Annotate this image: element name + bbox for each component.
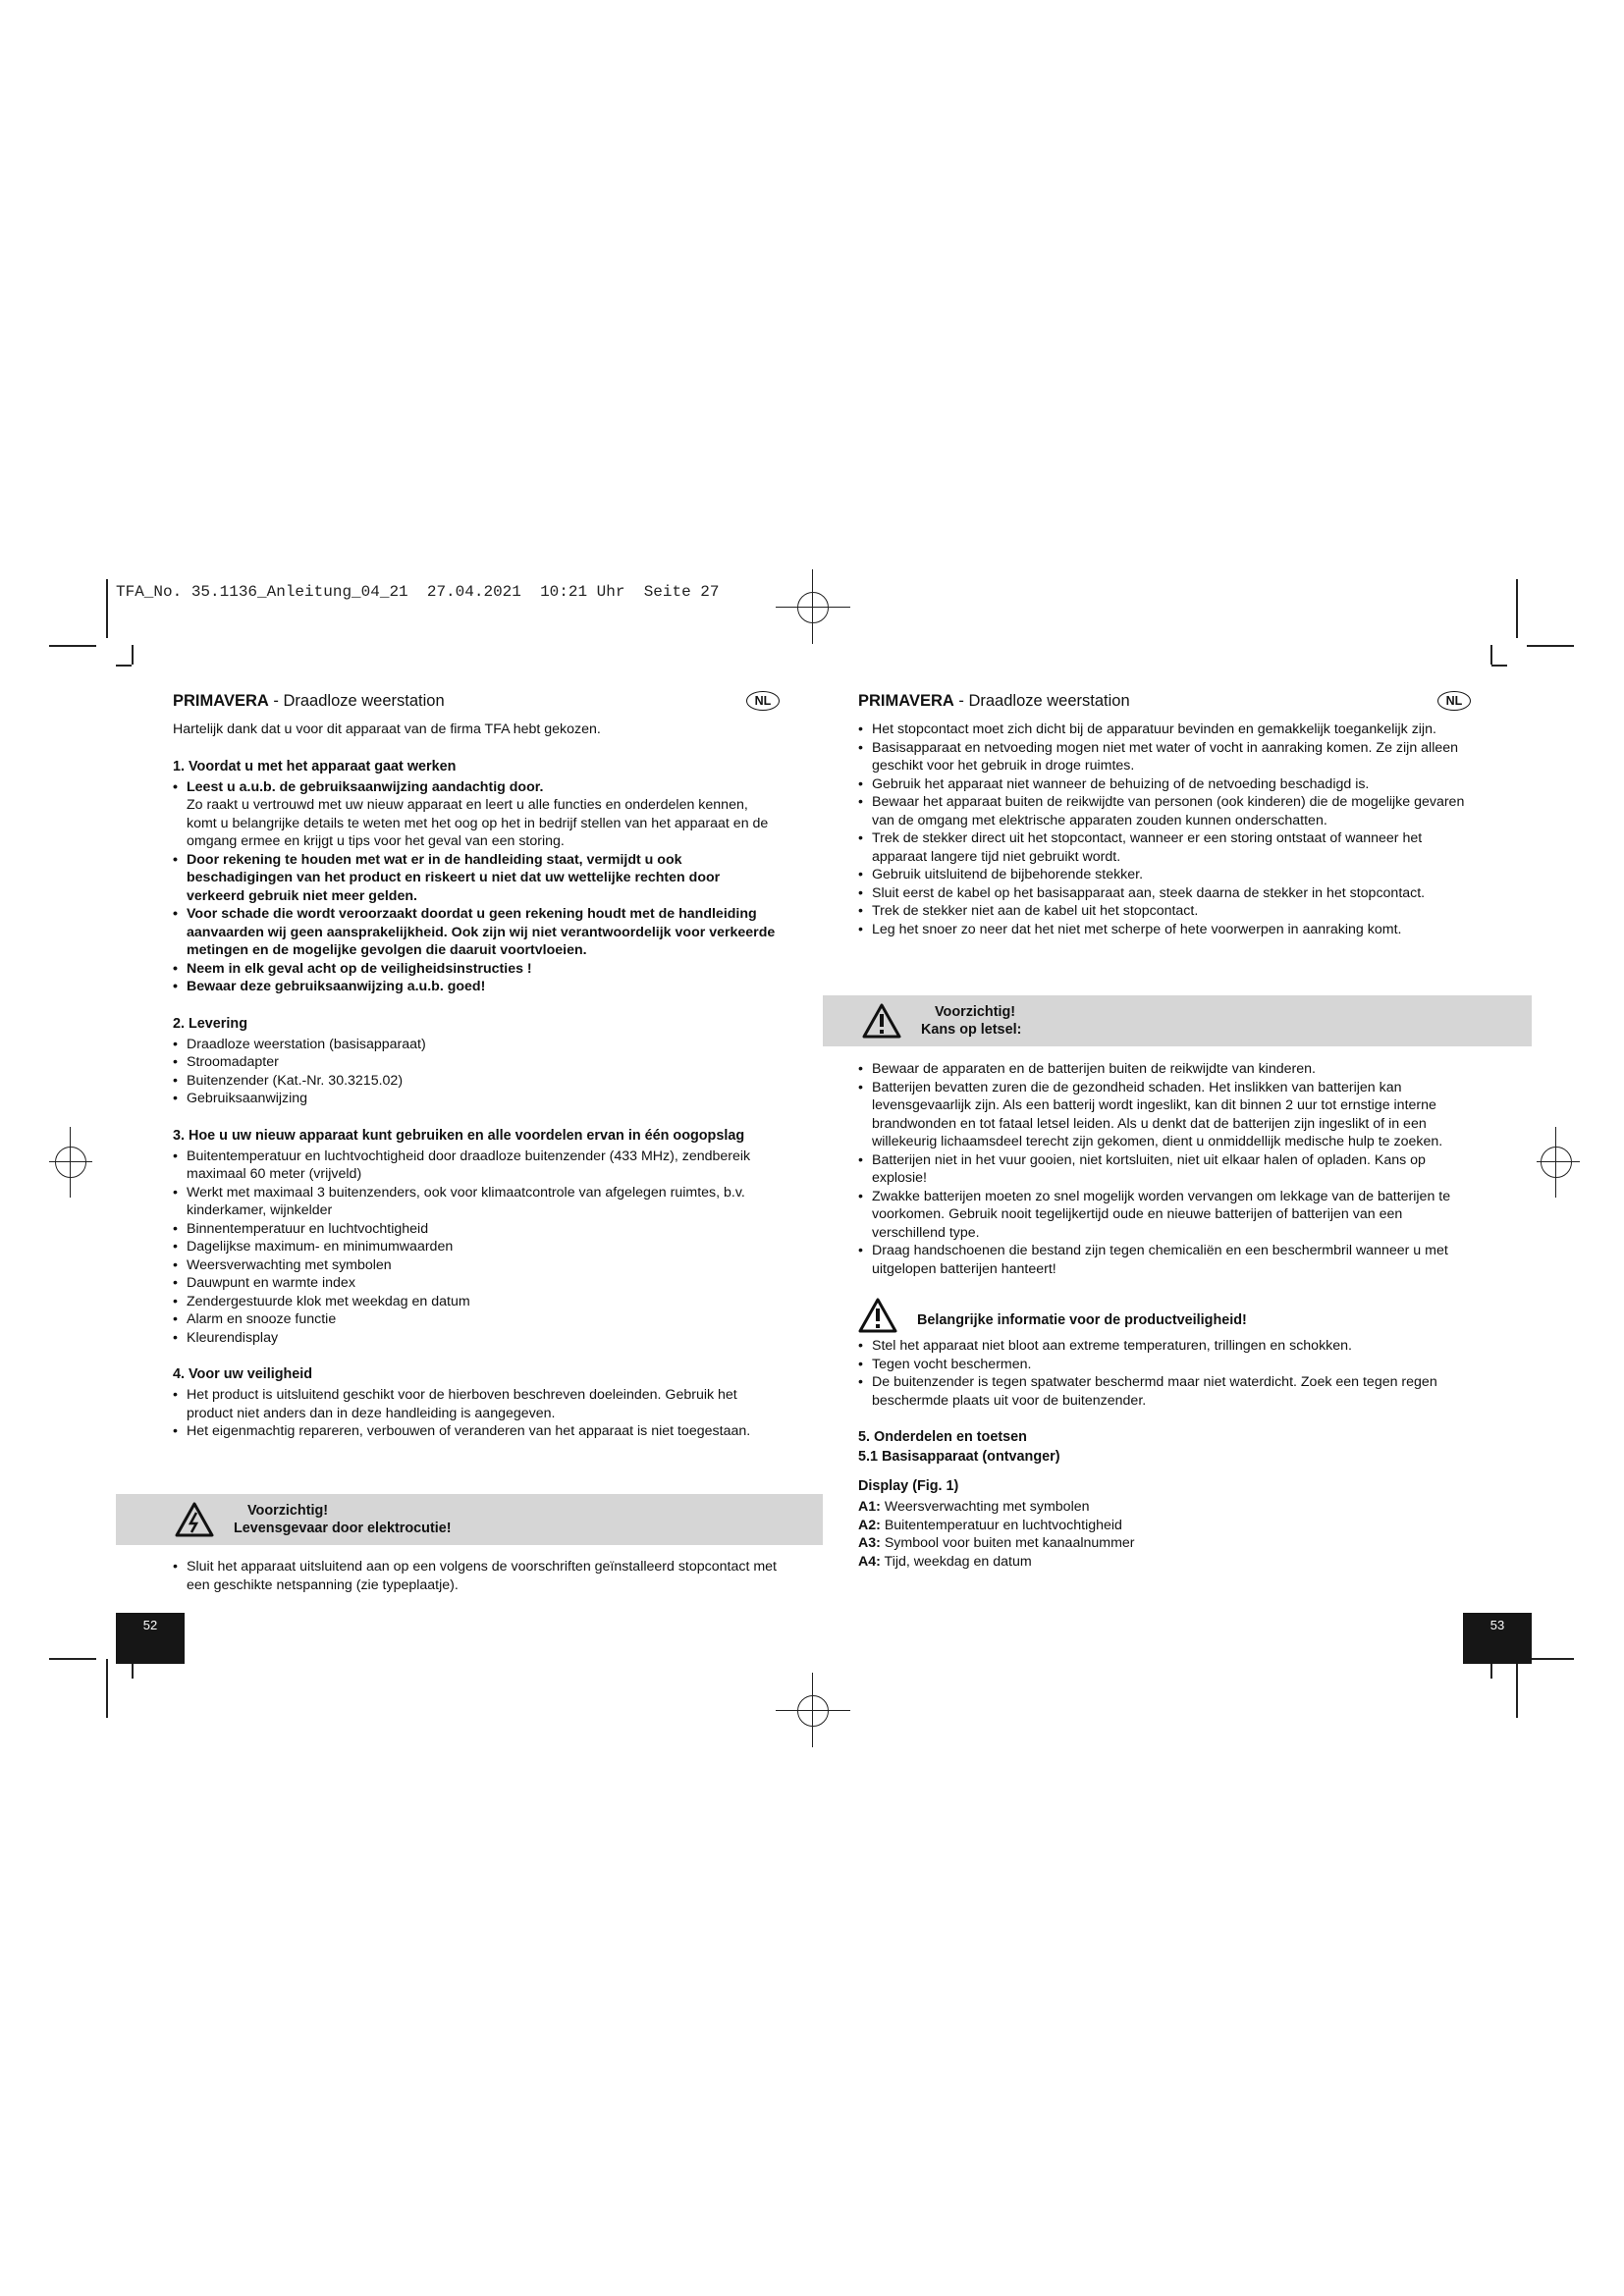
list-item: • Draadloze weerstation (basisapparaat) [173,1036,780,1054]
warning-box [116,1494,823,1545]
warning-title: Voorzichtig! [935,1004,1016,1020]
list-item: • Weersverwachting met symbolen [173,1256,780,1275]
section-list [173,1148,780,1348]
list-item: • Trek de stekker direct uit het stopcontact, wanneer er een storing ontstaat of wanneer het apparaat langere tijd niet gebruikt wordt. [858,829,1471,866]
list-item: • Voor schade die wordt veroorzaakt doordat u geen rekening houdt met de handleiding aanvaarden wij geen aansprakelijkheid. Ook zijn wij niet verantwoordelijk voor verkeerde metingen en de mogelijke gevolgen die daaruit voortvloeien. [173,905,780,960]
print-slug: TFA_No. 35.1136_Anleitung_04_21 27.04.2021 10:21 Uhr Seite 27 [116,583,720,601]
list-item: • Basisapparaat en netvoeding mogen niet met water of vocht in aanraking komen. Ze zijn alleen geschikt voor het gebruik in droge ruimtes. [858,739,1471,775]
list-item: • Sluit eerst de kabel op het basisapparaat aan, steek daarna de stekker in het stopcontact. [858,884,1471,903]
legend-item: A2: Buitentemperatuur en luchtvochtigheid [858,1517,1122,1533]
list-item: • Zendergestuurde klok met weekdag en datum [173,1293,780,1311]
right-lower-content [858,1060,1471,1571]
display-legend [858,1498,1471,1571]
list-item: • Het product is uitsluitend geschikt voor de hierboven beschreven doeleinden. Gebruik het product niet anders dan in deze handleiding is aangegeven. [173,1386,780,1422]
list-item: • Batterijen niet in het vuur gooien, niet kortsluiten, niet uit elkaar halen of opladen. Kans op explosie! [858,1151,1471,1188]
section-list [858,1060,1471,1278]
list-item: • Buitenzender (Kat.-Nr. 30.3215.02) [173,1072,780,1091]
list-item: • Werkt met maximaal 3 buitenzenders, ook voor klimaatcontrole van afgelegen ruimtes, b.v. kinderkamer, wijnkelder [173,1184,780,1220]
language-badge: NL [746,691,780,711]
subsection-heading: 5.1 Basisapparaat (ontvanger) [858,1449,1060,1465]
left-page [173,691,780,1461]
warning-title: Voorzichtig! [247,1503,329,1519]
section-heading: 4. Voor uw veiligheid [173,1366,313,1382]
list-item: • Binnentemperatuur en luchtvochtigheid [173,1220,780,1239]
list-item: • De buitenzender is tegen spatwater beschermd maar niet waterdicht. Zoek een tegen regen beschermde plaats uit voor de buitenzender. [858,1373,1471,1410]
list-item: • Het eigenmachtig repareren, verbouwen of veranderen van het apparaat is niet toegestaan. [173,1422,780,1441]
electric-hazard-icon [175,1502,214,1537]
list-item: • Dauwpunt en warmte index [173,1274,780,1293]
list-item: • Stel het apparaat niet bloot aan extreme temperaturen, trillingen en schokken. [858,1337,1471,1356]
section-heading: 5. Onderdelen en toetsen [858,1429,1027,1445]
legend-item: A1: Weersverwachting met symbolen [858,1499,1090,1515]
list-item: • Batterijen bevatten zuren die de gezondheid schaden. Het inslikken van batterijen kan levensgevaarlijk zijn. Als een batterij wordt ingeslikt, kan dit binnen 2 uur tot ernstige interne brandwonden en tot fataal letsel leiden. Als u denkt dat de batterijen zijn ingeslikt of in een willekeurig lichaamsdeel terecht zijn gekomen, dient u onmiddellijk medische hulp te zoeken. [858,1079,1471,1151]
list-item: • Trek de stekker niet aan de kabel uit het stopcontact. [858,902,1471,921]
list-item: • Buitentemperatuur en luchtvochtigheid door draadloze buitenzender (433 MHz), zendbereik maximaal 60 meter (vrijveld) [173,1148,780,1184]
warning-box [823,995,1532,1046]
section-list [173,778,780,996]
section-heading: 2. Levering [173,1015,247,1032]
section-list [858,721,1471,938]
left-bottom-text [173,1558,780,1594]
section-heading: 1. Voordat u met het apparaat gaat werken [173,758,457,774]
list-item: • Kleurendisplay [173,1329,780,1348]
page-header [173,691,780,711]
page-title: PRIMAVERA - Draadloze weerstation [173,691,445,710]
page-title: PRIMAVERA - Draadloze weerstation [858,691,1130,710]
warning-icon [862,1003,901,1039]
list-item: • Stroomadapter [173,1053,780,1072]
page-number: 53 [1463,1613,1532,1664]
display-heading: Display (Fig. 1) [858,1478,959,1494]
warning-icon [858,1298,897,1333]
page-number: 52 [116,1613,185,1664]
warning-subtitle: Levensgevaar door elektrocutie! [234,1521,452,1536]
section-list [858,1337,1471,1410]
list-item: • Bewaar het apparaat buiten de reikwijdte van personen (ook kinderen) die de mogelijke gevaren van de omgang met elektrische apparaten zouden kunnen onderschatten. [858,793,1471,829]
list-item: • Gebruik het apparaat niet wanneer de behuizing of de netvoeding beschadigd is. [858,775,1471,794]
section-list [173,1386,780,1441]
list-item: • Leest u a.u.b. de gebruiksaanwijzing aandachtig door. Zo raakt u vertrouwd met uw nieuw apparaat en leert u alle functies en onderdelen kennen, komt u belangrijke details te weten met het oog op het in bedrijf stellen van het apparaat en de omgang ermee en krijgt u tips voor het geval van een storing. [173,778,780,851]
legend-item: A3: Symbool voor buiten met kanaalnummer [858,1535,1135,1551]
list-item: • Zwakke batterijen moeten zo snel mogelijk worden vervangen om lekkage van de batterijen te voorkomen. Gebruik nooit tegelijkertijd oude en nieuwe batterijen of batterijen van een verschillend type. [858,1188,1471,1243]
list-item: • Bewaar deze gebruiksaanwijzing a.u.b. goed! [173,978,780,996]
list-item: • Gebruiksaanwijzing [173,1090,780,1108]
product-safety-title: Belangrijke informatie voor de productveiligheid! [917,1312,1247,1328]
warning-subtitle: Kans op letsel: [921,1022,1022,1038]
list-item: • Door rekening te houden met wat er in de handleiding staat, vermijdt u ook beschadigingen van het product en riskeert u niet dat uw wettelijke rechten door verkeerd gebruik niet meer gelden. [173,851,780,906]
list-item: • Draag handschoenen die bestand zijn tegen chemicaliën en een beschermbril wanneer u met uitgelopen batterijen hanteert! [858,1242,1471,1278]
list-item: • Het stopcontact moet zich dicht bij de apparatuur bevinden en gemakkelijk toegankelijk zijn. [858,721,1471,739]
product-safety-heading [858,1298,1471,1333]
list-item: • Tegen vocht beschermen. [858,1356,1471,1374]
section-heading: 3. Hoe u uw nieuw apparaat kunt gebruiken en alle voordelen ervan in één oogopslag [173,1127,745,1144]
intro-text: Hartelijk dank dat u voor dit apparaat van de firma TFA hebt gekozen. [173,721,601,737]
right-page [858,691,1471,958]
list-item: • Gebruik uitsluitend de bijbehorende stekker. [858,866,1471,884]
list-item: • Bewaar de apparaten en de batterijen buiten de reikwijdte van kinderen. [858,1060,1471,1079]
list-item: • Leg het snoer zo neer dat het niet met scherpe of hete voorwerpen in aanraking komt. [858,921,1471,939]
list-item: • Sluit het apparaat uitsluitend aan op een volgens de voorschriften geïnstalleerd stopcontact met een geschikte netspanning (zie typeplaatje). [173,1558,780,1594]
list-item: • Dagelijkse maximum- en minimumwaarden [173,1238,780,1256]
language-badge: NL [1437,691,1471,711]
section-list [173,1036,780,1108]
legend-item: A4: Tijd, weekdag en datum [858,1553,1032,1570]
page-header [858,691,1471,711]
list-item: • Alarm en snooze functie [173,1310,780,1329]
list-item: • Neem in elk geval acht op de veiligheidsinstructies ! [173,960,780,979]
